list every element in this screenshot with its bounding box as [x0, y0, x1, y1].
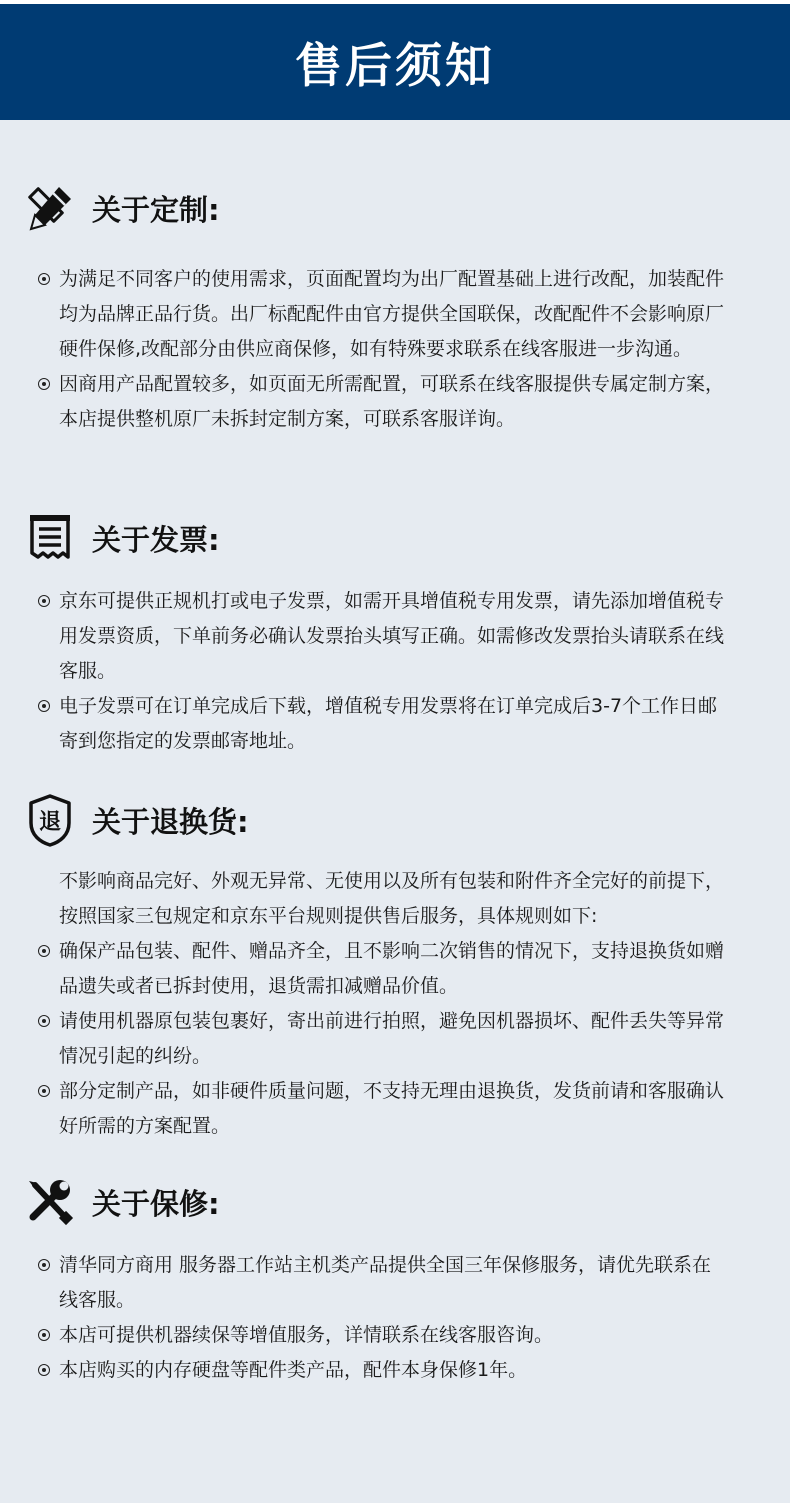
svg-text:退: 退: [38, 810, 62, 835]
bullet-icon: [38, 1259, 50, 1271]
page-title: 售后须知: [295, 38, 495, 94]
bullet-icon: [38, 1364, 50, 1376]
section-title: 关于退换货:: [92, 804, 249, 839]
bullet-icon: [38, 595, 50, 607]
list-item-text: 清华同方商用 服务器工作站主机类产品提供全国三年保修服务，请优先联系在线客服。: [59, 1254, 712, 1311]
section-heading: [20, 178, 220, 238]
list-item-text: 为满足不同客户的使用需求，页面配置均为出厂配置基础上进行改配，加装配件均为品牌正品行货。出厂标配配件由官方提供全国联保，改配配件不会影响原厂硬件保修,改配部分由供应商保修，如有特殊要求联系在线客服进一步沟通。: [59, 268, 725, 360]
section-title: 关于定制:: [92, 192, 220, 227]
section-body: [0, 584, 790, 759]
list-item: [0, 1074, 729, 1144]
bullet-icon: [38, 378, 50, 390]
list-item: [0, 262, 729, 367]
pencil-ruler-icon: [20, 178, 80, 238]
wrench-screwdriver-icon: [20, 1172, 80, 1232]
bullet-icon: [38, 1329, 50, 1341]
invoice-icon: [20, 508, 80, 568]
return-shield-icon: [20, 790, 80, 850]
section-title: 关于发票:: [92, 522, 220, 557]
list-item-text: 电子发票可在订单完成后下载，增值税专用发票将在订单完成后3-7个工作日邮寄到您指定的发票邮寄地址。: [59, 695, 718, 752]
bullet-icon: [38, 700, 50, 712]
section-body: [0, 1248, 790, 1388]
section-heading: [20, 508, 220, 568]
list-item: [0, 584, 729, 689]
bullet-icon: [38, 273, 50, 285]
list-item: [0, 367, 729, 437]
bullet-icon: [38, 945, 50, 957]
list-item: [0, 934, 729, 1004]
list-item: [0, 1004, 729, 1074]
list-item-text: 京东可提供正规机打或电子发票，如需开具增值税专用发票，请先添加增值税专用发票资质，下单前务必确认发票抬头填写正确。如需修改发票抬头请联系在线客服。: [59, 590, 725, 682]
list-item: [0, 1353, 729, 1388]
intro-paragraph-text: 不影响商品完好、外观无异常、无使用以及所有包装和附件齐全完好的前提下，按照国家三包规定和京东平台规则提供售后服务，具体规则如下:: [59, 870, 725, 927]
list-item: [0, 1318, 729, 1353]
list-item-text: 确保产品包装、配件、赠品齐全，且不影响二次销售的情况下，支持退换货如赠品遗失或者已拆封使用，退货需扣减赠品价值。: [59, 940, 725, 997]
list-item: [0, 1248, 729, 1318]
list-item-text: 本店购买的内存硬盘等配件类产品，配件本身保修1年。: [59, 1359, 528, 1381]
section-body: [0, 864, 790, 1144]
page-header: [0, 0, 790, 120]
list-item-text: 请使用机器原包装包裹好，寄出前进行拍照，避免因机器损坏、配件丢失等异常情况引起的纠纷。: [59, 1010, 725, 1067]
section-heading: [20, 1172, 220, 1232]
list-item-text: 部分定制产品，如非硬件质量问题，不支持无理由退换货，发货前请和客服确认好所需的方案配置。: [59, 1080, 725, 1137]
section-body: [0, 262, 790, 437]
section-heading: [20, 790, 249, 850]
bullet-icon: [38, 1085, 50, 1097]
list-item-text: 本店可提供机器续保等增值服务，详情联系在线客服咨询。: [59, 1324, 554, 1346]
section-title: 关于保修:: [92, 1186, 220, 1221]
intro-paragraph: [0, 864, 729, 934]
bullet-icon: [38, 1015, 50, 1027]
list-item: [0, 689, 729, 759]
list-item-text: 因商用产品配置较多，如页面无所需配置，可联系在线客服提供专属定制方案，本店提供整机原厂未拆封定制方案，可联系客服详询。: [59, 373, 725, 430]
